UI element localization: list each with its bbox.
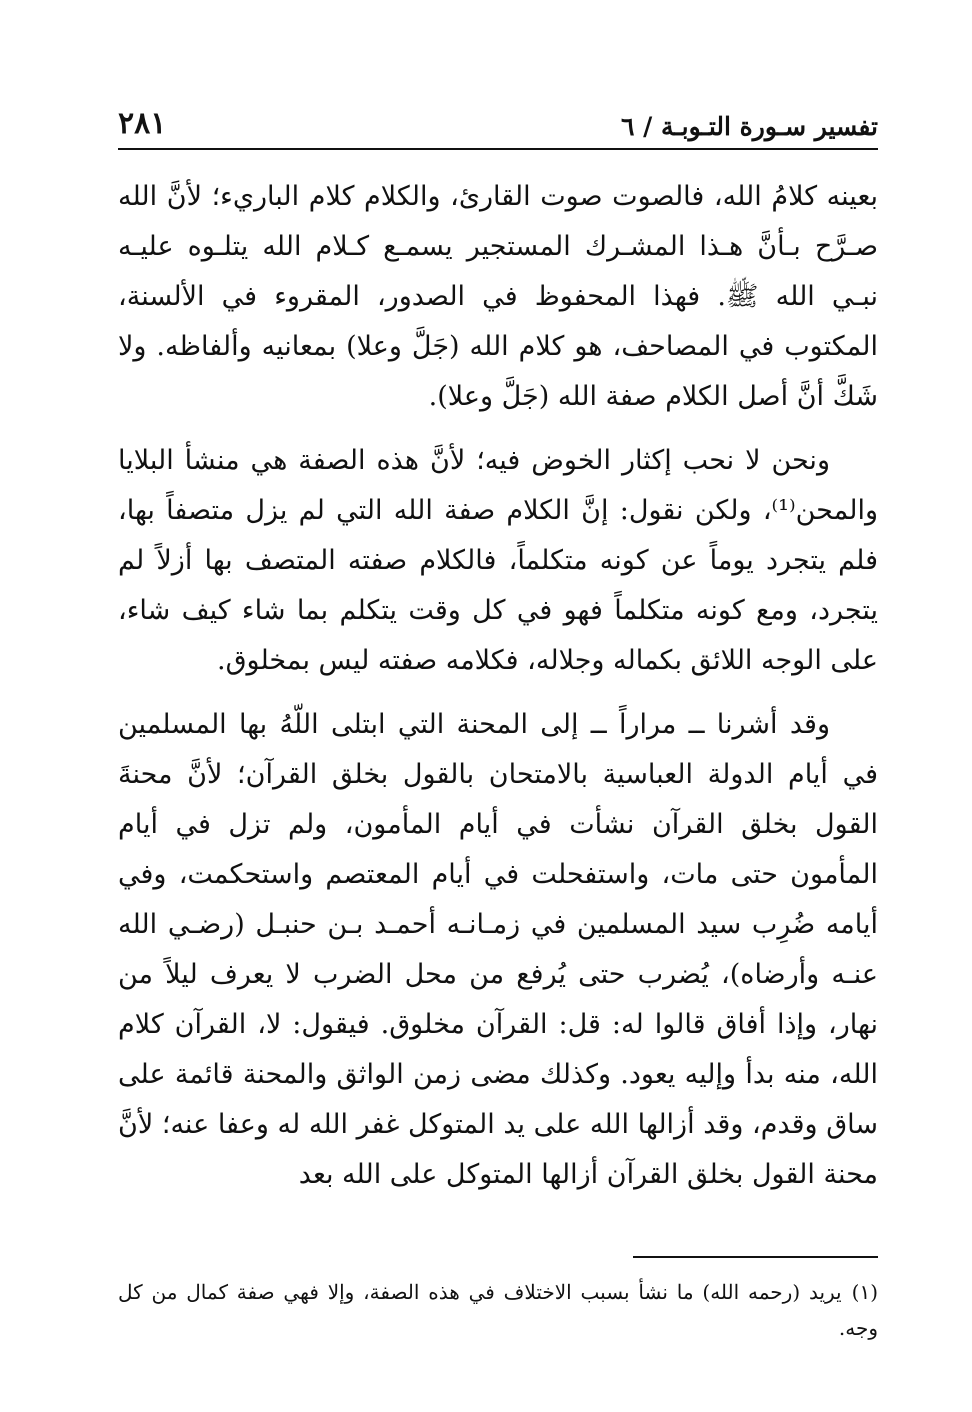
book-page (118, 104, 878, 1384)
footnote-separator (633, 1256, 878, 1258)
paragraph-1: بعينه كلامُ الله، فالصوت صوت القارئ، والكلام كلام الباريء؛ لأنَّ الله صـرَّح بـأنَّ هـذا المشـرك المستجير يسمـع كـلام الله يتلـوه عليـه نبـي الله ﷺ. فهذا المحفوظ في الصدور، المقروء في الألسنة، المكتوب في المصاحف، هو كلام الله (جَلَّ وعلا) بمعانيه وألفاظه. ولا شَكَّ أنَّ أصل الكلام صفة الله (جَلَّ وعلا). (118, 181, 878, 412)
page-number: ٢٨١ (118, 106, 167, 141)
running-head (118, 104, 878, 150)
main-text (118, 172, 878, 1200)
paragraph-3: وقد أشرنا ــ مراراً ــ إلى المحنة التي ابتلى اللّهُ بها المسلمين في أيام الدولة العباسية بالامتحان بالقول بخلق القرآن؛ لأنَّ محنةَ القول بخلق القرآن نشأت في أيام المأمون، ولم تزل في أيام المأمون حتى مات، واستفحلت في أيام المعتصم واستحكمت، وفي أيامه ضُرِب سيد المسلمين في زمـانـه أحمـد بـن حنبـل (رضـي الله عنـه وأرضاه)، يُضرب حتى يُرفع من محل الضرب لا يعرف ليلاً من نهار، وإذا أفاق قالوا له: قل: القرآن مخلوق. فيقول: لا، القرآن كلام الله، منه بدأ وإليه يعود. وكذلك مضى زمن الواثق والمحنة قائمة على ساق وقدم، وقد أزالها الله على يد المتوكل غفر الله له وعفا عنه؛ لأنَّ محنة القول بخلق القرآن أزالها المتوكل على الله بعد (118, 709, 878, 1190)
footnote-text: يريد (رحمه الله) ما نشأ بسبب الاختلاف في هذه الصفة، وإلا فهي صفة كمال من كل وجه. (118, 1280, 878, 1340)
footnote-marker: (١) (851, 1280, 878, 1304)
running-head-title: تفسير سـورة التـوبـة / ٦ (620, 112, 878, 141)
paragraph-2: ونحن لا نحب إكثار الخوض فيه؛ لأنَّ هذه الصفة هي منشأ البلايا والمحن⁽¹⁾، ولكن نقول: إنَّ الكلام صفة الله التي لم يزل متصفاً بها، فلم يتجرد يوماً عن كونه متكلماً، فالكلام صفته المتصف بها أزلاً لم يتجرد، ومع كونه متكلماً فهو في كل وقت يتكلم بما شاء كيف شاء، على الوجه اللائق بكماله وجلاله، فكلامه صفته ليس بمخلوق. (118, 445, 878, 676)
footnote (118, 1274, 878, 1346)
